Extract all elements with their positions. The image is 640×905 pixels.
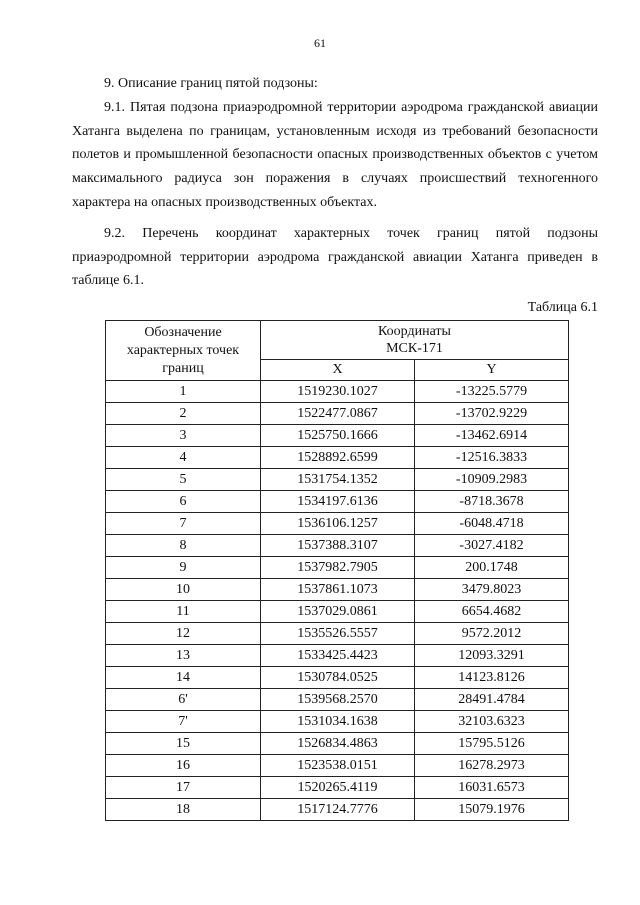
table-row xyxy=(106,491,569,513)
table-row xyxy=(106,623,569,645)
table-row xyxy=(106,777,569,799)
table-header-row xyxy=(106,321,569,360)
x-coordinate-cell: 1536106.1257 xyxy=(261,513,415,535)
y-coordinate-cell: 12093.3291 xyxy=(415,645,569,667)
point-cell: 6 xyxy=(106,491,261,513)
point-cell: 14 xyxy=(106,667,261,689)
y-coordinate-cell: -6048.4718 xyxy=(415,513,569,535)
y-coordinate-cell: 16031.6573 xyxy=(415,777,569,799)
x-coordinate-cell: 1537861.1073 xyxy=(261,579,415,601)
y-coordinate-cell: 16278.2973 xyxy=(415,755,569,777)
x-coordinate-cell: 1534197.6136 xyxy=(261,491,415,513)
x-coordinate-cell: 1531754.1352 xyxy=(261,469,415,491)
point-cell: 17 xyxy=(106,777,261,799)
point-cell: 4 xyxy=(106,447,261,469)
x-coordinate-cell: 1530784.0525 xyxy=(261,667,415,689)
y-coordinate-cell: 6654.4682 xyxy=(415,601,569,623)
table-row xyxy=(106,689,569,711)
x-coordinate-cell: 1523538.0151 xyxy=(261,755,415,777)
paragraph-9-2: 9.2. Перечень координат характерных точек границ пятой подзоны приаэродромной территории аэродрома гражданской авиации Хатанга приведен в таблице 6.1. xyxy=(72,226,598,289)
point-cell: 9 xyxy=(106,557,261,579)
table-row xyxy=(106,425,569,447)
x-coordinate-cell: 1535526.5557 xyxy=(261,623,415,645)
col-coordinates-title: Координаты xyxy=(378,324,451,339)
point-cell: 15 xyxy=(106,733,261,755)
x-coordinate-cell: 1517124.7776 xyxy=(261,799,415,821)
table-row xyxy=(106,579,569,601)
y-coordinate-cell: -3027.4182 xyxy=(415,535,569,557)
table-caption: Таблица 6.1 xyxy=(527,300,598,315)
point-cell: 6' xyxy=(106,689,261,711)
table-row xyxy=(106,513,569,535)
y-coordinate-cell: 200.1748 xyxy=(415,557,569,579)
section-heading: 9. Описание границ пятой подзоны: xyxy=(104,76,318,91)
x-coordinate-cell: 1537982.7905 xyxy=(261,557,415,579)
y-coordinate-cell: -13225.5779 xyxy=(415,381,569,403)
col-point-header: Обозначение характерных точек границ xyxy=(106,321,261,381)
table-row xyxy=(106,381,569,403)
x-coordinate-cell: 1526834.4863 xyxy=(261,733,415,755)
table-row xyxy=(106,403,569,425)
table-row xyxy=(106,557,569,579)
y-coordinate-cell: 15079.1976 xyxy=(415,799,569,821)
table-row xyxy=(106,601,569,623)
y-coordinate-cell: 15795.5126 xyxy=(415,733,569,755)
x-coordinate-cell: 1539568.2570 xyxy=(261,689,415,711)
point-cell: 7 xyxy=(106,513,261,535)
x-coordinate-cell: 1525750.1666 xyxy=(261,425,415,447)
col-y-header: Y xyxy=(415,360,569,381)
table-row xyxy=(106,645,569,667)
y-coordinate-cell: -13462.6914 xyxy=(415,425,569,447)
col-coordinates-header xyxy=(261,321,569,360)
point-cell: 3 xyxy=(106,425,261,447)
point-cell: 1 xyxy=(106,381,261,403)
x-coordinate-cell: 1537388.3107 xyxy=(261,535,415,557)
x-coordinate-cell: 1522477.0867 xyxy=(261,403,415,425)
table-row xyxy=(106,755,569,777)
x-coordinate-cell: 1528892.6599 xyxy=(261,447,415,469)
y-coordinate-cell: -13702.9229 xyxy=(415,403,569,425)
y-coordinate-cell: 32103.6323 xyxy=(415,711,569,733)
point-cell: 7' xyxy=(106,711,261,733)
point-cell: 12 xyxy=(106,623,261,645)
point-cell: 13 xyxy=(106,645,261,667)
col-coordinate-system: МСК-171 xyxy=(386,341,443,356)
coordinates-table xyxy=(105,320,569,821)
table-body xyxy=(106,381,569,821)
y-coordinate-cell: 9572.2012 xyxy=(415,623,569,645)
table-row xyxy=(106,535,569,557)
y-coordinate-cell: -12516.3833 xyxy=(415,447,569,469)
point-cell: 16 xyxy=(106,755,261,777)
x-coordinate-cell: 1531034.1638 xyxy=(261,711,415,733)
y-coordinate-cell: 3479.8023 xyxy=(415,579,569,601)
x-coordinate-cell: 1519230.1027 xyxy=(261,381,415,403)
page-number: 61 xyxy=(314,36,326,50)
point-cell: 18 xyxy=(106,799,261,821)
table-row xyxy=(106,799,569,821)
y-coordinate-cell: 14123.8126 xyxy=(415,667,569,689)
table-row xyxy=(106,733,569,755)
x-coordinate-cell: 1533425.4423 xyxy=(261,645,415,667)
col-x-header: X xyxy=(261,360,415,381)
point-cell: 10 xyxy=(106,579,261,601)
point-cell: 8 xyxy=(106,535,261,557)
point-cell: 2 xyxy=(106,403,261,425)
paragraph-9-1: 9.1. Пятая подзона приаэродромной территории аэродрома гражданской авиации Хатанга выделена по границам, установленным исходя из требований безопасности полетов и промышленной безопасности опасных производственных объектов с учетом максимального радиуса зон поражения в случаях происшествий техногенного характера на опасных производственных объектах. xyxy=(72,100,598,210)
table-row xyxy=(106,667,569,689)
x-coordinate-cell: 1537029.0861 xyxy=(261,601,415,623)
y-coordinate-cell: -8718.3678 xyxy=(415,491,569,513)
x-coordinate-cell: 1520265.4119 xyxy=(261,777,415,799)
point-cell: 5 xyxy=(106,469,261,491)
table-row xyxy=(106,447,569,469)
table-row xyxy=(106,711,569,733)
point-cell: 11 xyxy=(106,601,261,623)
y-coordinate-cell: 28491.4784 xyxy=(415,689,569,711)
y-coordinate-cell: -10909.2983 xyxy=(415,469,569,491)
table-row xyxy=(106,469,569,491)
